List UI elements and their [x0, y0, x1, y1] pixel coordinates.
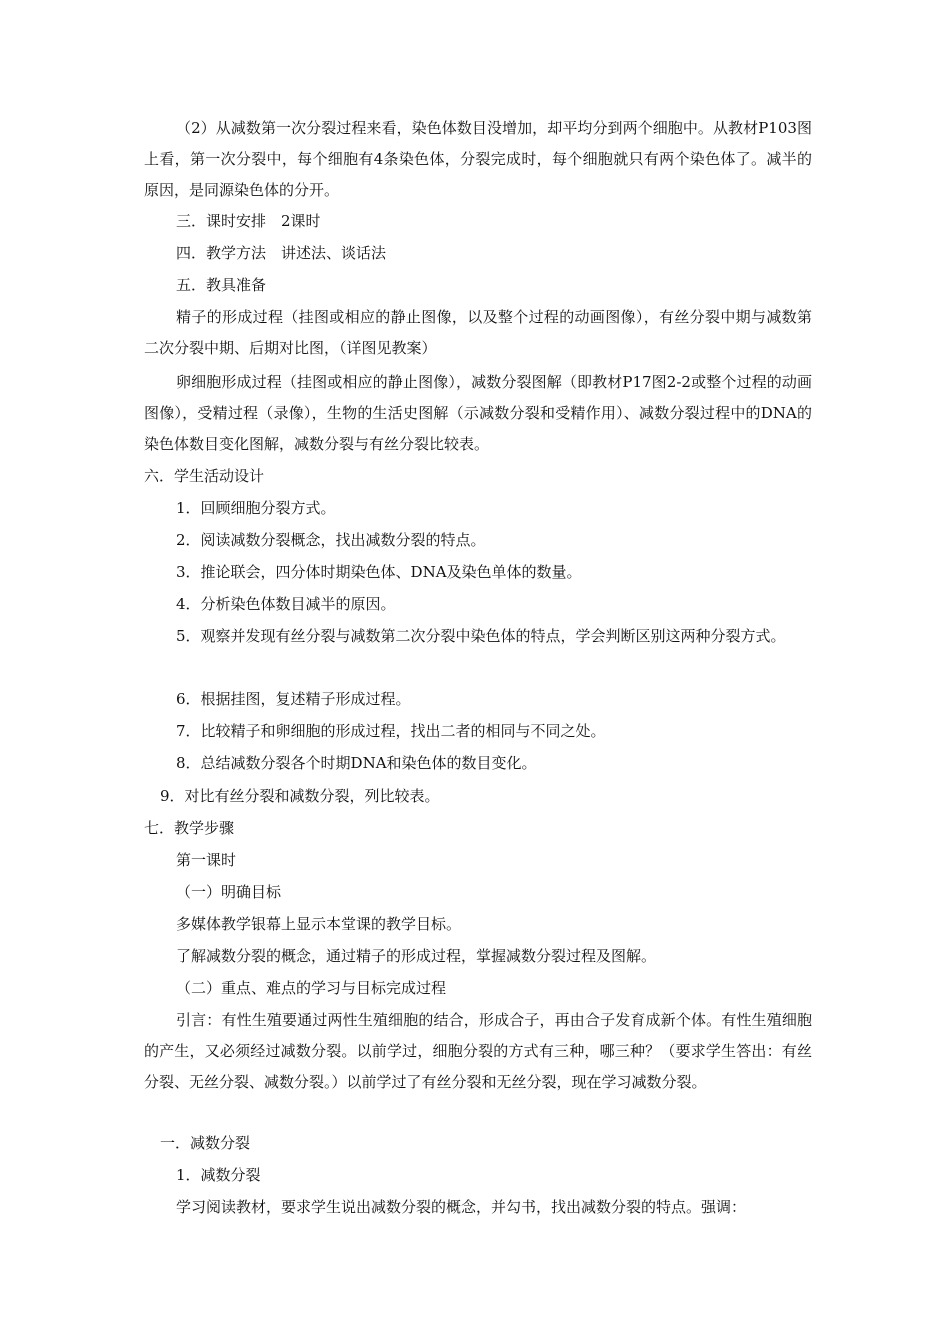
heading-lesson-schedule: 三．课时安排 2课时 — [176, 212, 321, 230]
heading-clarify-goals: （一）明确目标 — [176, 883, 282, 901]
paragraph-introduction: 引言：有性生殖要通过两性生殖细胞的结合，形成合子，再由合子发育成新个体。有性生殖细胞的产生，又必须经过减数分裂。以前学过，细胞分裂的方式有三种，哪三种？（要求学生答出：有丝分裂、无丝分裂、减数分裂。）以前学过了有丝分裂和无丝分裂，现在学习减数分裂。 — [144, 1011, 812, 1091]
paragraph-halving-reason: （2）从减数第一次分裂过程来看，染色体数目没增加，却平均分到两个细胞中。从教材P103图上看，第一次分裂中，每个细胞有4条染色体，分裂完成时，每个细胞就只有两个染色体了。减半的原因，是同源染色体的分开。 — [144, 119, 812, 199]
heading-key-points: （二）重点、难点的学习与目标完成过程 — [176, 979, 447, 997]
activity-item-8: 8．总结减数分裂各个时期DNA和染色体的数目变化。 — [176, 754, 537, 772]
heading-teaching-aids: 五．教具准备 — [176, 276, 267, 294]
heading-meiosis-sub: 1．减数分裂 — [176, 1166, 261, 1184]
heading-teaching-method: 四．教学方法 讲述法、谈话法 — [176, 244, 387, 262]
paragraph-egg-aids: 卵细胞形成过程（挂图或相应的静止图像），减数分裂图解（即教材P17图2-2或整个过程的动画图像），受精过程（录像），生物的生活史图解（示减数分裂和受精作用）、减数分裂过程中的DNA的染色体数目变化图解，减数分裂与有丝分裂比较表。 — [144, 373, 812, 453]
heading-teaching-steps: 七．教学步骤 — [144, 819, 235, 837]
activity-item-4: 4．分析染色体数目减半的原因。 — [176, 595, 396, 613]
paragraph-sperm-aids: 精子的形成过程（挂图或相应的静止图像，以及整个过程的动画图像），有丝分裂中期与减数第二次分裂中期、后期对比图，（详图见教案） — [144, 308, 812, 357]
activity-item-1: 1．回顾细胞分裂方式。 — [176, 499, 336, 517]
paragraph-goals-content: 了解减数分裂的概念，通过精子的形成过程，掌握减数分裂过程及图解。 — [176, 947, 657, 965]
heading-first-lesson: 第一课时 — [176, 851, 237, 869]
activity-item-9: 9．对比有丝分裂和减数分裂，列比较表。 — [160, 787, 440, 805]
heading-meiosis: 一．减数分裂 — [160, 1134, 251, 1152]
activity-item-6: 6．根据挂图，复述精子形成过程。 — [176, 690, 411, 708]
activity-item-3: 3．推论联会，四分体时期染色体、DNA及染色单体的数量。 — [176, 563, 582, 581]
heading-student-activities: 六．学生活动设计 — [144, 467, 265, 485]
paragraph-goals-display: 多媒体教学银幕上显示本堂课的教学目标。 — [176, 915, 462, 933]
activity-item-5: 5．观察并发现有丝分裂与减数第二次分裂中染色体的特点，学会判断区别这两种分裂方式。 — [176, 627, 786, 645]
activity-item-2: 2．阅读减数分裂概念，找出减数分裂的特点。 — [176, 531, 486, 549]
activity-item-7: 7．比较精子和卵细胞的形成过程，找出二者的相同与不同之处。 — [176, 722, 606, 740]
paragraph-reading-task: 学习阅读教材，要求学生说出减数分裂的概念，并勾书，找出减数分裂的特点。强调： — [176, 1198, 747, 1216]
